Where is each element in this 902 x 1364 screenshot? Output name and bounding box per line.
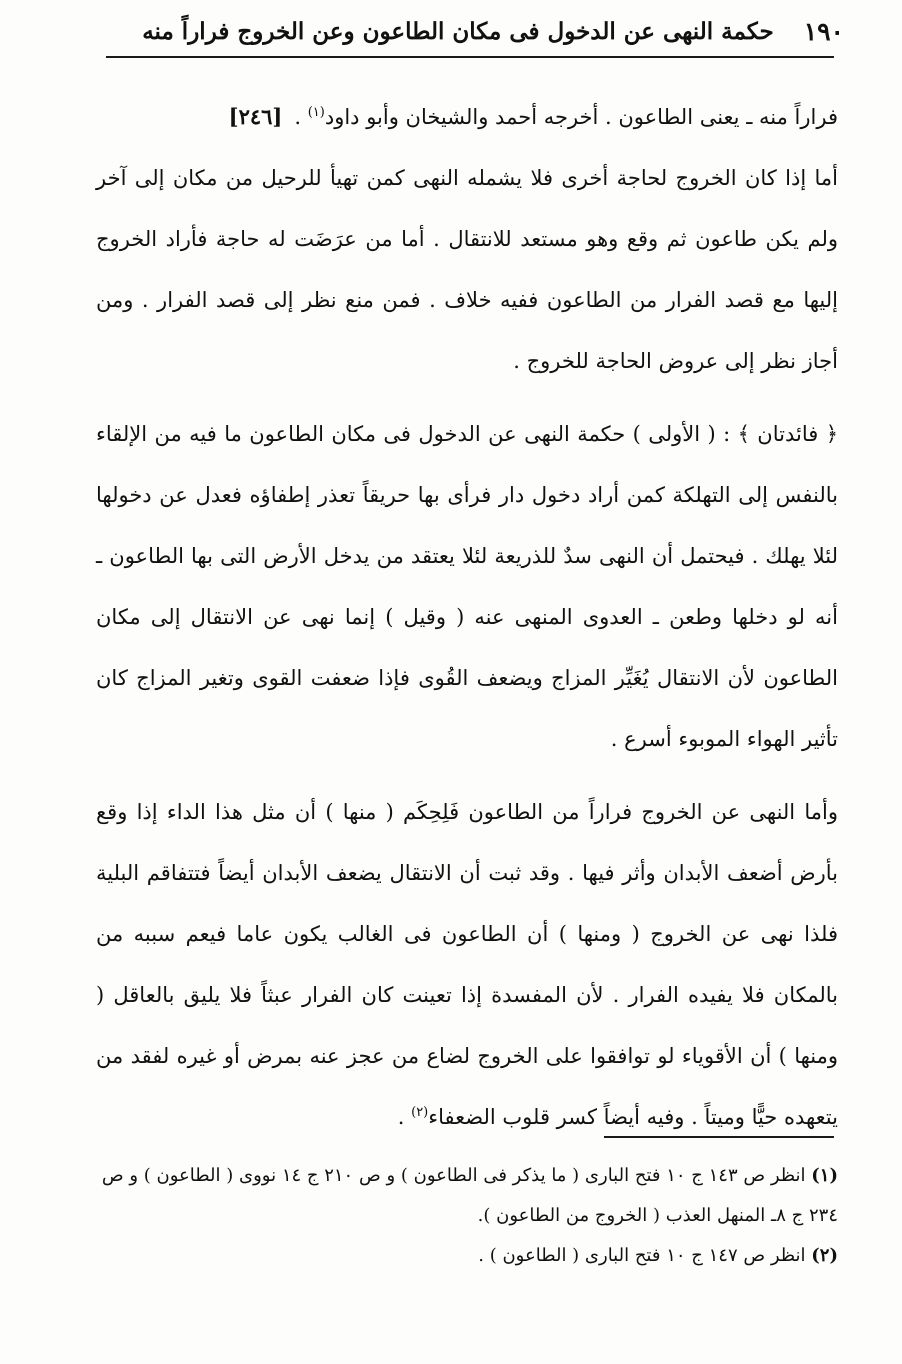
- paragraph-spacer: [96, 770, 838, 782]
- footnote-divider: [604, 1136, 834, 1138]
- paragraph-4-tail: .: [397, 1105, 412, 1129]
- header-divider: [106, 56, 834, 58]
- paragraph-3: ﴿ فائدتان ﴾ : ( الأولى ) حكمة النهى عن الدخول فى مكان الطاعون ما فيه من الإلقاء بالنفس إلى التهلكة كمن أراد دخول دار فرأى بها حريقاً تعذر إطفاؤه فعدل عن دخولها لئلا يهلك . فيحتمل أن النهى سدٌ للذريعة لئلا يعتقد من يدخل الأرض التى بها الطاعون ـ أنه لو دخلها وطعن ـ العدوى المنهى عنه ( وقيل ) إنما نهى عن الانتقال إلى مكان الطاعون لأن الانتقال يُغَيِّر المزاج ويضعف القُوى فإذا ضعفت القوى وتغير المزاج كان تأثير الهواء الموبوء أسرع .: [96, 422, 838, 751]
- footnote-1-text: انظر ص ١٤٣ ج ١٠ فتح البارى ( ما يذكر فى الطاعون ) و ص ٢١٠ ج ١٤ نووى ( الطاعون ) و ص ٢٣٤ ج ٨ـ المنهل العذب ( الخروج من الطاعون ).: [101, 1165, 838, 1226]
- footnote-ref-1: (١): [307, 105, 325, 120]
- footnote-ref-2: (٢): [411, 1105, 429, 1120]
- hadith-number: [٢٤٦]: [228, 104, 283, 129]
- paragraph-1: [96, 86, 838, 148]
- footnotes: [96, 1156, 838, 1276]
- page-number: ١٩٠: [803, 16, 844, 46]
- footnote-2: [96, 1236, 838, 1276]
- paragraph-4: [96, 782, 838, 1148]
- paragraph-1-tail: .: [294, 105, 308, 129]
- footnote-1-number: (١): [811, 1165, 838, 1186]
- footnote-2-text: انظر ص ١٤٧ ج ١٠ فتح البارى ( الطاعون ) .: [478, 1245, 812, 1266]
- paragraph-2: أما إذا كان الخروج لحاجة أخرى فلا يشمله النهى كمن تهيأ للرحيل من مكان إلى آخر ولم يكن طاعون ثم وقع وهو مستعد للانتقال . أما من عرَضَت له حاجة فأراد الخروج إليها مع قصد الفرار من الطاعون ففيه خلاف . فمن منع نظر إلى قصد الفرار . ومن أجاز نظر إلى عروض الحاجة للخروج .: [96, 166, 838, 373]
- running-title: حكمة النهى عن الدخول فى مكان الطاعون وعن الخروج فراراً منه: [142, 17, 774, 45]
- running-header: [100, 14, 844, 48]
- footnote-1: [96, 1156, 838, 1236]
- footnote-2-number: (٢): [811, 1245, 838, 1266]
- paragraph-1-text: فراراً منه ـ يعنى الطاعون . أخرجه أحمد والشيخان وأبو داود: [324, 105, 838, 129]
- paragraph-spacer: [96, 392, 838, 404]
- paragraph-4-text: وأما النهى عن الخروج فراراً من الطاعون فَلِحِكَم ( منها ) أن مثل هذا الداء إذا وقع بأرض أضعف الأبدان وأثر فيها . وقد ثبت أن الانتقال يضعف الأبدان أيضاً فتتفاقم البلية فلذا نهى عن الخروج ( ومنها ) أن الطاعون فى الغالب يكون عاما فيعم سببه من بالمكان فلا يفيده الفرار . لأن المفسدة إذا تعينت كان الفرار عبثاً فلا يليق بالعاقل ( ومنها ) أن الأقوياء لو توافقوا على الخروج لضاع من عجز عنه بمرض أو غيره لفقد من يتعهده حيًّا وميتاً . وفيه أيضاً كسر قلوب الضعفاء: [96, 800, 838, 1129]
- main-text: [96, 86, 838, 1148]
